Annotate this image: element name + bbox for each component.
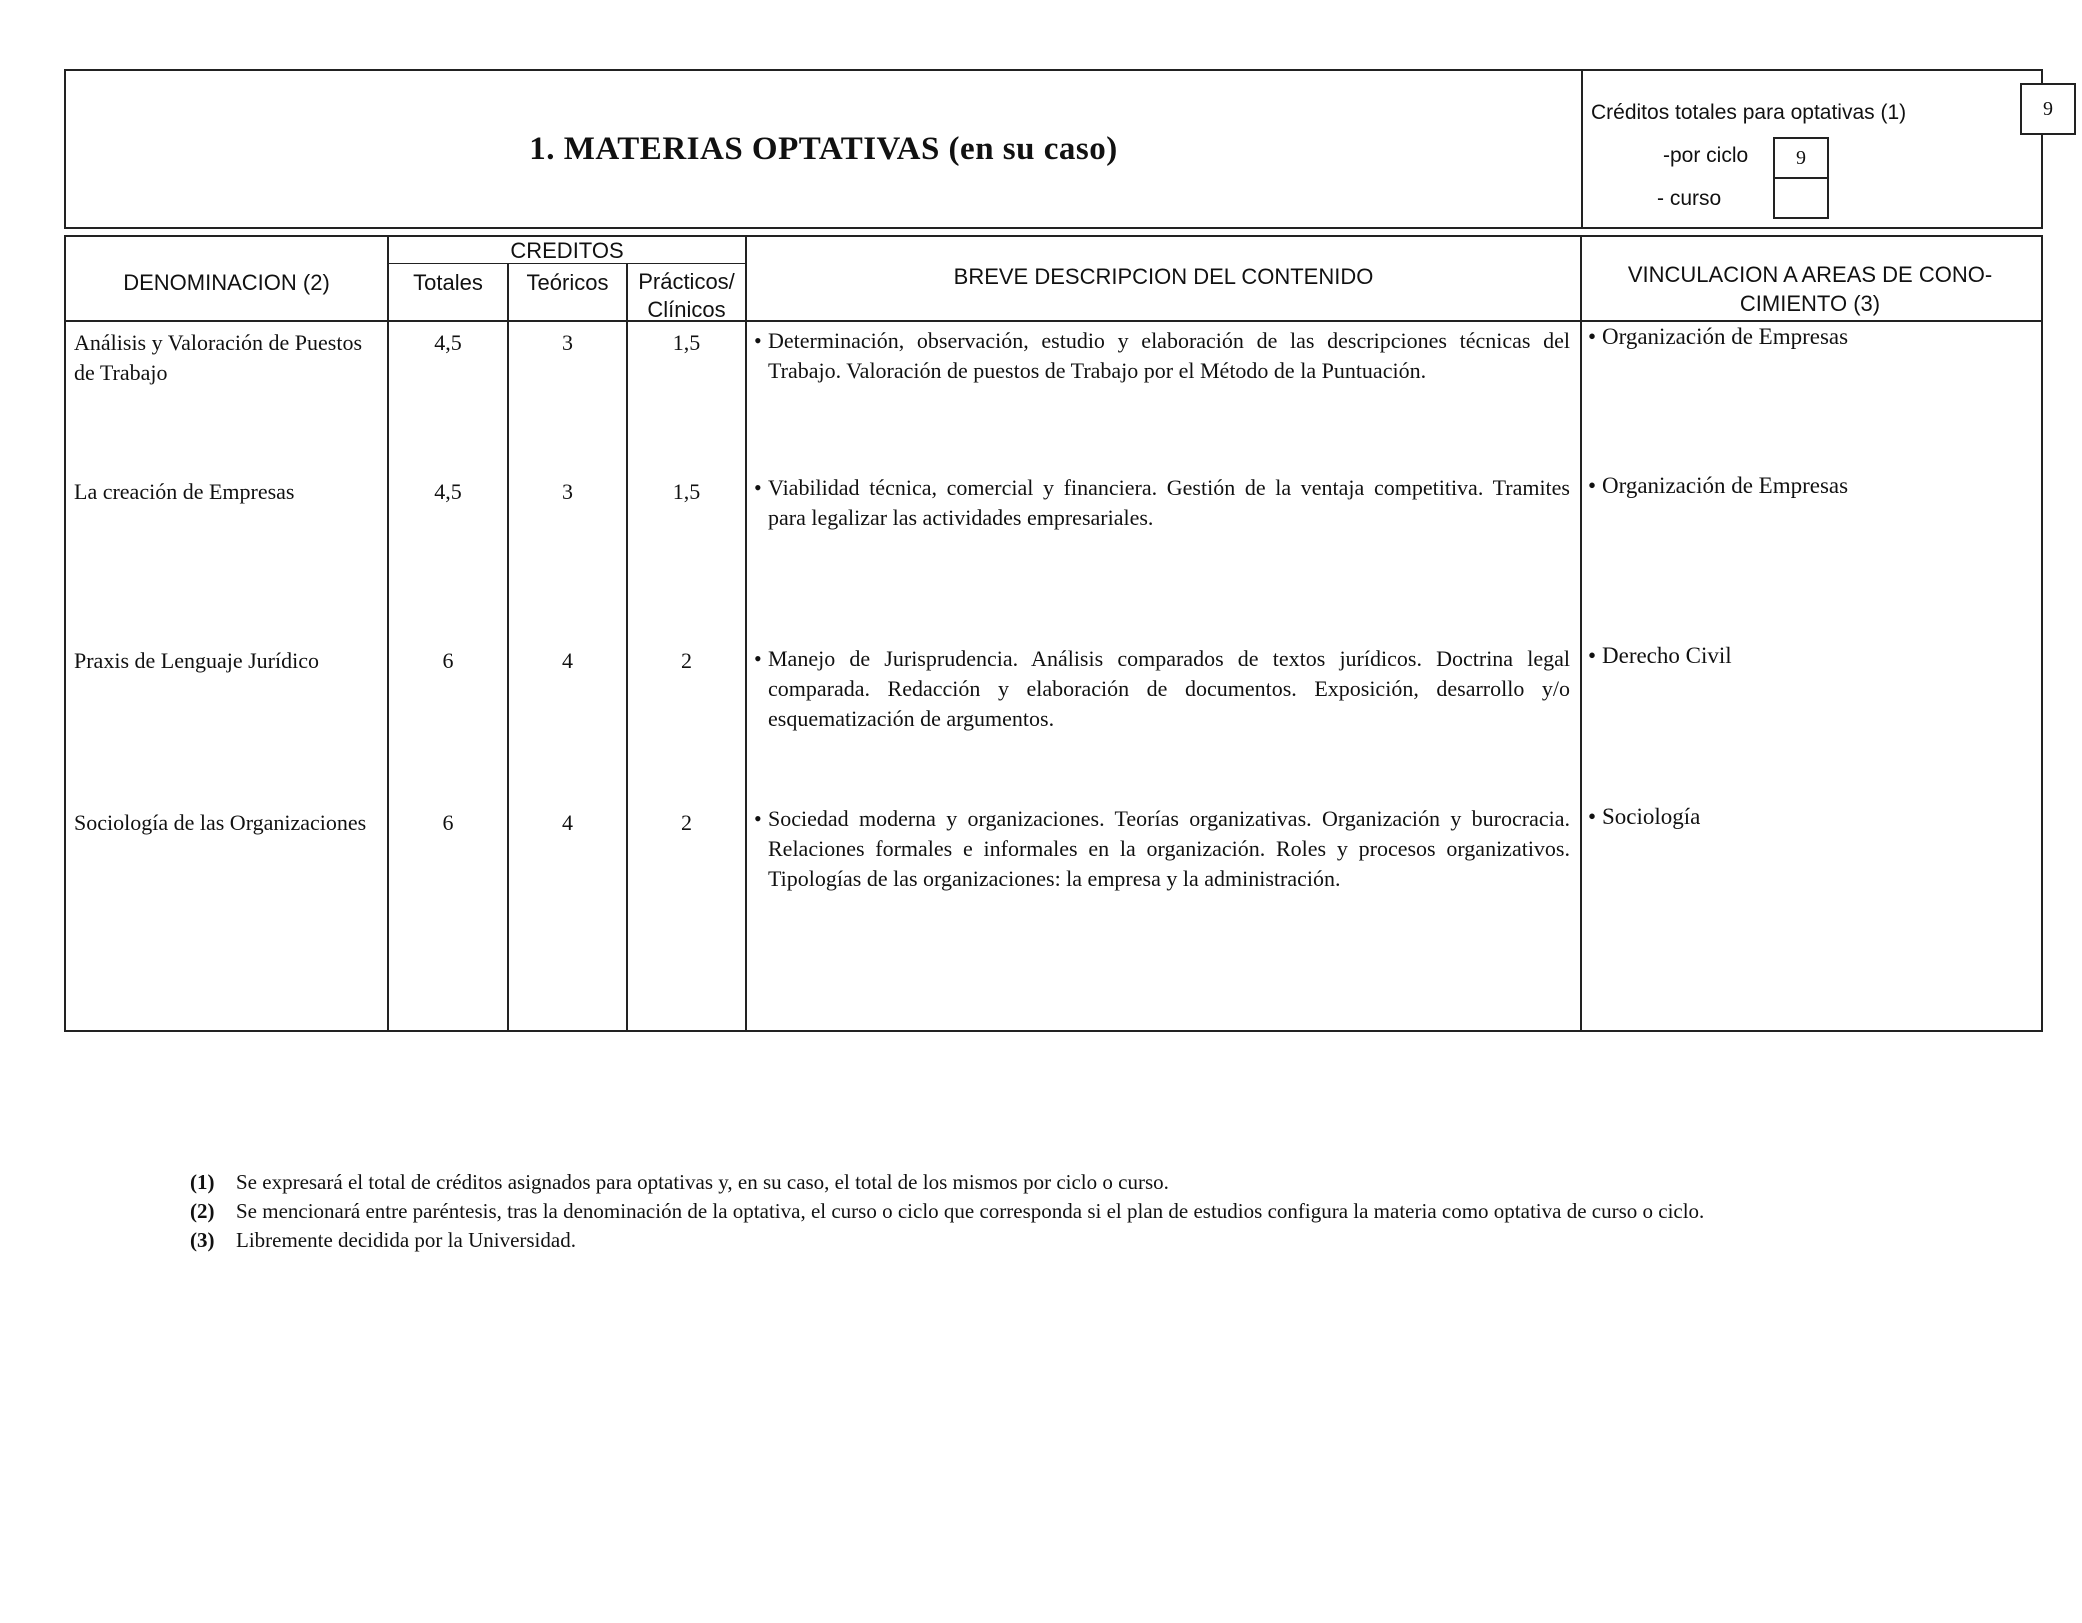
bullet-icon: • [754, 475, 762, 500]
row-2-teoricos: 3 [562, 479, 573, 504]
row-3-teoricos: 4 [562, 648, 573, 673]
row-1-totales: 4,5 [434, 330, 462, 355]
header-totales: Totales [413, 270, 483, 295]
header-denominacion: DENOMINACION (2) [123, 270, 330, 295]
header-practicos: Prácticos/ Clínicos [638, 269, 735, 322]
row-4-descripcion-cell [754, 804, 1570, 894]
row-3-area-cell [1588, 641, 2028, 671]
row-3-denominacion: Praxis de Lenguaje Jurídico [74, 648, 319, 673]
bullet-icon: • [1588, 643, 1597, 668]
row-3-totales: 6 [442, 648, 454, 673]
row-2-descripcion: Viabilidad técnica, comercial y financiera. Gestión de la ventaja competitiva. Tramites para legalizar las actividades empresariales. [768, 475, 1570, 530]
credits-total-label: Créditos totales para optativas (1) [1591, 101, 1907, 124]
footnote-1-text: Se expresará el total de créditos asignados para optativas y, en su caso, el total de los mismos por ciclo o curso. [236, 1170, 1169, 1194]
col-border-vinculacion [1580, 235, 1582, 1032]
credits-total-box: 9 [2020, 83, 2076, 135]
header-teoricos: Teóricos [526, 270, 609, 295]
table-bottom-border [64, 1030, 2043, 1032]
footnote-2 [190, 1197, 1990, 1226]
footnote-2-number: (2) [190, 1199, 215, 1223]
por-ciclo-box: 9 [1773, 137, 1829, 179]
bullet-icon: • [1588, 804, 1597, 829]
row-3-area: Derecho Civil [1602, 643, 1732, 668]
row-4-practicos: 2 [681, 810, 692, 835]
row-4-descripcion: Sociedad moderna y organizaciones. Teorías organizativas. Organización y burocracia. Relaciones formales e informales en la organización. Roles y procesos organizativos. Tipologías de las organizaciones: la empresa y la administración. [768, 806, 1570, 891]
footnote-3 [190, 1226, 1990, 1255]
row-1-descripcion-cell [754, 326, 1570, 386]
bullet-icon: • [754, 806, 762, 831]
row-2-area-cell [1588, 471, 2028, 501]
row-1-area: Organización de Empresas [1602, 324, 1849, 349]
footnotes [190, 1168, 1990, 1255]
credits-panel [1583, 71, 2053, 227]
curso-box [1773, 177, 1829, 219]
row-1-descripcion: Determinación, observación, estudio y elaboración de las descripciones técnicas del Trabajo. Valoración de puestos de Trabajo por el Método de la Puntuación. [768, 328, 1570, 383]
table-top-border [64, 235, 2043, 237]
row-3-practicos: 2 [681, 648, 692, 673]
header-creditos: CREDITOS [510, 238, 624, 263]
footnote-1-number: (1) [190, 1170, 215, 1194]
row-2-denominacion: La creación de Empresas [74, 479, 295, 504]
por-ciclo-label: -por ciclo [1663, 144, 1749, 167]
row-4-teoricos: 4 [562, 810, 573, 835]
row-4-area: Sociología [1602, 804, 1701, 829]
row-1-denominacion: Análisis y Valoración de Puestos de Trabajo [74, 330, 363, 385]
curso-label: - curso [1657, 187, 1722, 210]
bullet-icon: • [754, 646, 762, 671]
header-vinculacion: VINCULACION A AREAS DE CONO- CIMIENTO (3) [1627, 262, 1993, 316]
row-1-area-cell [1588, 322, 2028, 352]
bullet-icon: • [754, 328, 762, 353]
row-2-descripcion-cell [754, 473, 1570, 533]
row-4-denominacion: Sociología de las Organizaciones [74, 810, 367, 835]
row-2-area: Organización de Empresas [1602, 473, 1849, 498]
col-border-descripcion [745, 235, 747, 1032]
col-border-left [64, 235, 66, 1032]
footnote-1 [190, 1168, 1990, 1197]
row-1-teoricos: 3 [562, 330, 573, 355]
row-1-practicos: 1,5 [672, 330, 701, 355]
bullet-icon: • [1588, 324, 1597, 349]
footnote-3-text: Libremente decidida por la Universidad. [236, 1228, 576, 1252]
header-descripcion: BREVE DESCRIPCION DEL CONTENIDO [953, 264, 1374, 289]
row-2-totales: 4,5 [434, 479, 462, 504]
row-3-descripcion: Manejo de Jurisprudencia. Análisis comparados de textos jurídicos. Doctrina legal comparada. Redacción y elaboración de documentos. Exposición, desarrollo y/o esquematización de argumentos. [768, 646, 1570, 731]
row-4-area-cell [1588, 802, 2028, 832]
row-3-descripcion-cell [754, 644, 1570, 734]
row-2-practicos: 1,5 [672, 479, 701, 504]
header-box [64, 69, 2053, 229]
bullet-icon: • [1588, 473, 1597, 498]
row-4-totales: 6 [442, 810, 454, 835]
footnote-2-text: Se mencionará entre paréntesis, tras la denominación de la optativa, el curso o ciclo que corresponda si el plan de estudios configura la materia como optativa de curso o ciclo. [236, 1199, 1705, 1223]
col-border-right [2041, 235, 2043, 1032]
page-title: 1. MATERIAS OPTATIVAS (en su caso) [529, 130, 1118, 167]
footnote-3-number: (3) [190, 1228, 215, 1252]
